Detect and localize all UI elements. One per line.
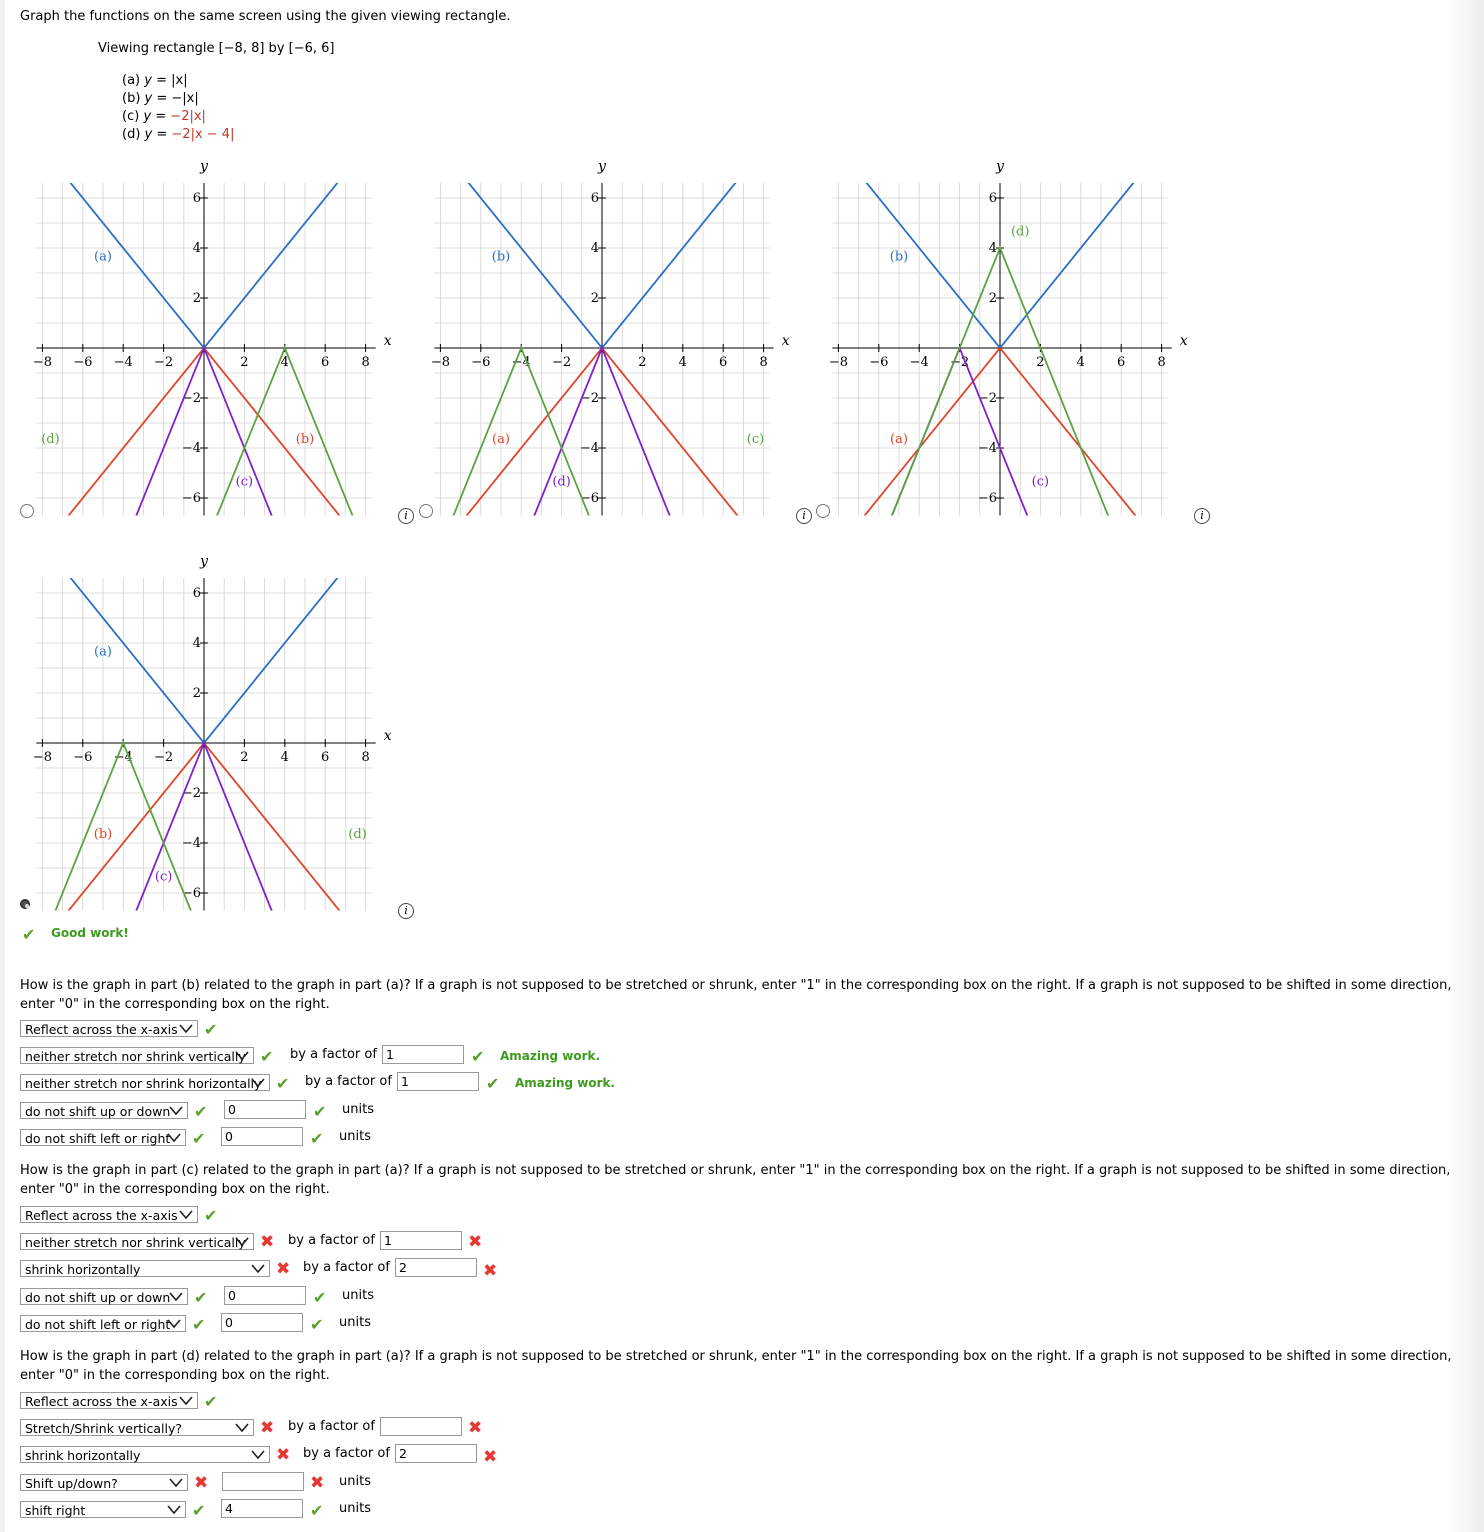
x-tick-label: 6 — [1117, 355, 1126, 370]
x-axis-label: x — [383, 728, 392, 744]
y-tick-label: −6 — [579, 491, 599, 506]
leftright-select[interactable]: do not shift left or right — [20, 1315, 186, 1332]
viewing-rectangle: Viewing rectangle [−8, 8] by [−6, 6] — [98, 41, 335, 56]
by-factor-label: by a factor of — [288, 1419, 375, 1434]
check-icon: ✔ — [192, 1501, 206, 1520]
function-d: (d) y = −2|x − 4| — [122, 127, 235, 142]
x-tick-label: 8 — [361, 355, 370, 370]
function-b: (b) y = −|x| — [122, 91, 199, 106]
info-icon[interactable]: i — [1194, 508, 1210, 524]
chevron-down-icon — [235, 1237, 249, 1247]
series-label: (d) — [348, 827, 367, 842]
leftright-select[interactable]: do not shift left or right — [20, 1129, 186, 1146]
updown-input[interactable]: 0 — [224, 1100, 306, 1119]
by-factor-label: by a factor of — [288, 1233, 375, 1248]
x-tick-label: 2 — [240, 355, 249, 370]
x-tick-label: 4 — [280, 355, 289, 370]
series-label: (a) — [890, 432, 908, 447]
cross-icon: ✖ — [468, 1418, 483, 1438]
chevron-down-icon — [235, 1051, 249, 1061]
y-tick-label: 4 — [988, 241, 997, 256]
prompt-text: Graph the functions on the same screen using the given viewing rectangle. — [20, 9, 511, 24]
x-axis-label: x — [383, 333, 392, 349]
check-icon: ✔ — [194, 1288, 208, 1307]
y-tick-label: 2 — [192, 686, 201, 701]
series-label: (c) — [746, 432, 765, 447]
question-2-text: How is the graph in part (c) related to the graph in part (a)? If a graph is not supposed to be stretched or shrunk, enter "1" in the corresponding box on the right. If a graph is not supposed to be shifted in some direction, enter "0" in the corresponding box on the right. — [20, 1163, 1451, 1197]
chevron-down-icon — [167, 1319, 181, 1329]
vertical-factor-input[interactable]: 1 — [382, 1045, 464, 1064]
horizontal-factor-input[interactable]: 2 — [395, 1258, 477, 1277]
graph-option-3 — [796, 150, 1196, 520]
x-tick-label: −6 — [73, 750, 93, 765]
series-label: (d) — [552, 474, 571, 490]
chevron-down-icon — [251, 1450, 265, 1460]
function-c: (c) y = −2|x| — [122, 109, 206, 124]
question-1-text: How is the graph in part (b) related to the graph in part (a)? If a graph is not supposed to be stretched or shrunk, enter "1" in the corresponding box on the right. If a graph is not supposed to be shifted in some direction, enter "0" in the corresponding box on the right. — [20, 978, 1452, 1012]
check-icon: ✔ — [486, 1074, 500, 1093]
series-label: (c) — [154, 869, 173, 885]
x-tick-label: 8 — [1157, 355, 1166, 370]
chevron-down-icon — [179, 1396, 193, 1406]
y-tick-label: −4 — [181, 441, 201, 456]
chevron-down-icon — [251, 1264, 265, 1274]
y-axis-label: y — [598, 158, 606, 175]
leftright-select[interactable]: shift right — [20, 1501, 186, 1518]
x-tick-label: 2 — [240, 750, 249, 765]
chevron-down-icon — [169, 1292, 183, 1302]
series-label: (b) — [889, 249, 909, 265]
cross-icon: ✖ — [260, 1418, 275, 1438]
y-tick-label: 4 — [192, 636, 201, 651]
chevron-down-icon — [235, 1423, 249, 1433]
x-tick-label: −8 — [32, 750, 52, 765]
units-label: units — [339, 1315, 371, 1330]
feedback-good-work: Good work! — [51, 926, 129, 940]
units-label: units — [342, 1288, 374, 1303]
y-tick-label: −2 — [977, 391, 997, 406]
x-axis-label: x — [781, 333, 790, 349]
chevron-down-icon — [179, 1024, 193, 1034]
x-tick-label: 2 — [1036, 355, 1045, 370]
check-icon: ✔ — [310, 1129, 324, 1148]
x-tick-label: −6 — [471, 355, 491, 370]
cross-icon: ✖ — [468, 1232, 483, 1252]
x-tick-label: −4 — [113, 750, 133, 765]
x-tick-label: −2 — [552, 355, 572, 370]
series-label: (a) — [94, 249, 112, 265]
y-tick-label: −6 — [181, 491, 201, 506]
y-tick-label: 2 — [192, 291, 201, 306]
vertical-factor-input[interactable] — [380, 1417, 462, 1436]
cross-icon: ✖ — [276, 1445, 291, 1465]
vertical-factor-input[interactable]: 1 — [380, 1231, 462, 1250]
function-a: (a) y = |x| — [122, 73, 188, 88]
y-tick-label: −4 — [579, 441, 599, 456]
x-tick-label: 6 — [321, 750, 330, 765]
y-axis-label: y — [200, 553, 208, 570]
chevron-down-icon — [167, 1133, 181, 1143]
question-3-text: How is the graph in part (d) related to the graph in part (a)? If a graph is not supposed to be stretched or shrunk, enter "1" in the corresponding box on the right. If a graph is not supposed to be shifted in some direction, enter "0" in the corresponding box on the right. — [20, 1349, 1452, 1383]
x-tick-label: 2 — [638, 355, 647, 370]
x-tick-label: −2 — [154, 750, 174, 765]
y-tick-label: 4 — [590, 241, 599, 256]
x-tick-label: −8 — [828, 355, 848, 370]
y-tick-label: −6 — [977, 491, 997, 506]
y-tick-label: −2 — [181, 786, 201, 801]
x-tick-label: 8 — [361, 750, 370, 765]
by-factor-label: by a factor of — [303, 1446, 390, 1461]
reflect-select[interactable]: Reflect across the x-axis — [20, 1392, 198, 1409]
series-label: (c) — [235, 474, 254, 490]
check-icon: ✔ — [313, 1102, 327, 1121]
series-label: (b) — [491, 249, 511, 265]
x-tick-label: −2 — [154, 355, 174, 370]
radio-option-3[interactable] — [816, 504, 830, 518]
check-icon: ✔ — [276, 1074, 290, 1093]
series-label: (b) — [93, 827, 113, 842]
check-icon: ✔ — [310, 1315, 324, 1334]
chevron-down-icon — [169, 1478, 183, 1488]
y-axis-label: y — [200, 158, 208, 175]
y-tick-label: −2 — [181, 391, 201, 406]
y-tick-label: −6 — [181, 886, 201, 901]
y-tick-label: 4 — [192, 241, 201, 256]
check-icon: ✔ — [471, 1047, 485, 1066]
x-tick-label: 6 — [719, 355, 728, 370]
cross-icon: ✖ — [260, 1232, 275, 1252]
y-tick-label: −2 — [579, 391, 599, 406]
by-factor-label: by a factor of — [290, 1047, 377, 1062]
y-tick-label: 6 — [192, 586, 201, 601]
x-tick-label: −6 — [869, 355, 889, 370]
by-factor-label: by a factor of — [303, 1260, 390, 1275]
chevron-down-icon — [167, 1505, 181, 1515]
x-tick-label: −4 — [511, 355, 531, 370]
updown-input[interactable] — [222, 1472, 304, 1491]
check-icon: ✔ — [192, 1315, 206, 1334]
leftright-input[interactable]: 0 — [221, 1313, 303, 1332]
x-tick-label: −4 — [113, 355, 133, 370]
by-factor-label: by a factor of — [305, 1074, 392, 1089]
updown-select[interactable]: do not shift up or down — [20, 1102, 188, 1119]
radio-option-1[interactable] — [20, 504, 34, 518]
x-tick-label: 4 — [678, 355, 687, 370]
updown-input[interactable]: 0 — [224, 1286, 306, 1305]
reflect-select[interactable]: Reflect across the x-axis — [20, 1020, 198, 1037]
x-tick-label: 6 — [321, 355, 330, 370]
radio-option-4[interactable] — [20, 899, 30, 909]
check-icon: ✔ — [22, 925, 36, 944]
updown-select[interactable]: Shift up/down? — [20, 1474, 188, 1491]
horizontal-select[interactable]: shrink horizontally — [20, 1260, 270, 1277]
units-label: units — [342, 1102, 374, 1117]
feedback-amazing: Amazing work. — [500, 1049, 601, 1063]
series-label: (a) — [94, 644, 112, 660]
x-tick-label: 8 — [759, 355, 768, 370]
y-tick-label: 6 — [590, 191, 599, 206]
x-tick-label: −8 — [32, 355, 52, 370]
info-icon[interactable]: i — [398, 903, 414, 919]
x-tick-label: −2 — [950, 355, 970, 370]
info-icon[interactable]: i — [796, 508, 812, 524]
vertical-select[interactable]: neither stretch nor shrink vertically — [20, 1233, 254, 1250]
x-tick-label: −8 — [430, 355, 450, 370]
y-tick-label: −4 — [181, 836, 201, 851]
check-icon: ✔ — [204, 1020, 218, 1039]
series-label: (b) — [295, 432, 315, 447]
units-label: units — [339, 1474, 371, 1489]
graph-option-1 — [0, 150, 400, 520]
x-tick-label: −6 — [73, 355, 93, 370]
vertical-select[interactable]: Stretch/Shrink vertically? — [20, 1419, 254, 1436]
check-icon: ✔ — [260, 1047, 274, 1066]
y-tick-label: 2 — [590, 291, 599, 306]
info-icon[interactable]: i — [398, 508, 414, 524]
reflect-select[interactable]: Reflect across the x-axis — [20, 1206, 198, 1223]
x-axis-label: x — [1179, 333, 1188, 349]
horizontal-select[interactable]: neither stretch nor shrink horizontally — [20, 1074, 270, 1091]
x-tick-label: 4 — [280, 750, 289, 765]
check-icon: ✔ — [310, 1501, 324, 1520]
series-label: (d) — [1010, 224, 1030, 240]
cross-icon: ✖ — [310, 1473, 325, 1493]
radio-option-2[interactable] — [419, 504, 433, 518]
units-label: units — [339, 1501, 371, 1516]
vertical-select[interactable]: neither stretch nor shrink vertically — [20, 1047, 254, 1064]
horizontal-factor-input[interactable]: 2 — [395, 1444, 477, 1463]
chevron-down-icon — [251, 1078, 265, 1088]
updown-select[interactable]: do not shift up or down — [20, 1288, 188, 1305]
check-icon: ✔ — [204, 1392, 218, 1411]
check-icon: ✔ — [192, 1129, 206, 1148]
feedback-amazing: Amazing work. — [515, 1076, 616, 1090]
check-icon: ✔ — [313, 1288, 327, 1307]
cross-icon: ✖ — [276, 1259, 291, 1279]
x-tick-label: −4 — [909, 355, 929, 370]
graph-option-4 — [0, 545, 400, 915]
leftright-input[interactable]: 0 — [221, 1127, 303, 1146]
graph-option-2 — [398, 150, 798, 520]
chevron-down-icon — [179, 1210, 193, 1220]
y-tick-label: 2 — [988, 291, 997, 306]
horizontal-factor-input[interactable]: 1 — [397, 1072, 479, 1091]
check-icon: ✔ — [204, 1206, 218, 1225]
series-label: (c) — [1031, 474, 1050, 490]
y-axis-label: y — [996, 158, 1004, 175]
series-label: (d) — [41, 432, 60, 447]
check-icon: ✔ — [194, 1102, 208, 1121]
cross-icon: ✖ — [194, 1473, 209, 1493]
chevron-down-icon — [169, 1106, 183, 1116]
units-label: units — [339, 1129, 371, 1144]
y-tick-label: −4 — [977, 441, 997, 456]
leftright-input[interactable]: 4 — [221, 1499, 303, 1518]
y-tick-label: 6 — [192, 191, 201, 206]
series-label: (a) — [492, 432, 510, 447]
y-tick-label: 6 — [988, 191, 997, 206]
horizontal-select[interactable]: shrink horizontally — [20, 1446, 270, 1463]
cross-icon: ✖ — [483, 1261, 498, 1281]
x-tick-label: 4 — [1076, 355, 1085, 370]
cross-icon: ✖ — [483, 1447, 498, 1467]
